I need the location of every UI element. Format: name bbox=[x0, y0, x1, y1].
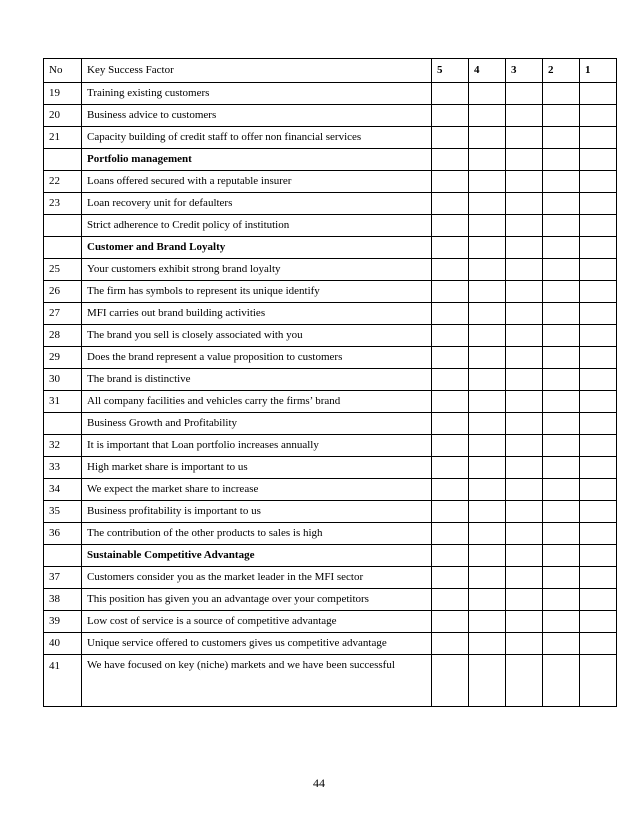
rating-cell bbox=[543, 215, 580, 237]
rating-cell bbox=[469, 171, 506, 193]
table-row bbox=[44, 281, 617, 303]
rating-cell bbox=[506, 149, 543, 171]
factor-text: We expect the market share to increase bbox=[82, 479, 432, 501]
rating-cell bbox=[506, 567, 543, 589]
rating-cell bbox=[432, 259, 469, 281]
rating-cell bbox=[469, 435, 506, 457]
rating-cell bbox=[543, 259, 580, 281]
row-number: 25 bbox=[44, 259, 82, 281]
rating-cell bbox=[580, 325, 617, 347]
table-row bbox=[44, 567, 617, 589]
table-row bbox=[44, 655, 617, 707]
factor-text: Your customers exhibit strong brand loyalty bbox=[82, 259, 432, 281]
factor-text: Loan recovery unit for defaulters bbox=[82, 193, 432, 215]
rating-cell bbox=[543, 435, 580, 457]
rating-cell bbox=[580, 457, 617, 479]
factor-text: It is important that Loan portfolio increases annually bbox=[82, 435, 432, 457]
factor-text: We have focused on key (niche) markets and we have been successful bbox=[82, 655, 432, 707]
rating-cell bbox=[506, 523, 543, 545]
factor-text: The firm has symbols to represent its unique identify bbox=[82, 281, 432, 303]
rating-cell bbox=[432, 281, 469, 303]
rating-cell bbox=[580, 523, 617, 545]
section-header-row bbox=[44, 545, 617, 567]
header-key-success-factor: Key Success Factor bbox=[82, 59, 432, 83]
factor-text: Training existing customers bbox=[82, 83, 432, 105]
row-number: 30 bbox=[44, 369, 82, 391]
rating-cell bbox=[432, 413, 469, 435]
factor-text: The contribution of the other products to sales is high bbox=[82, 523, 432, 545]
row-number bbox=[44, 545, 82, 567]
header-score-5: 5 bbox=[432, 59, 469, 83]
rating-cell bbox=[506, 193, 543, 215]
rating-cell bbox=[543, 523, 580, 545]
header-no: No bbox=[44, 59, 82, 83]
rating-cell bbox=[469, 83, 506, 105]
rating-cell bbox=[432, 303, 469, 325]
rating-cell bbox=[543, 325, 580, 347]
rating-cell bbox=[543, 193, 580, 215]
rating-cell bbox=[432, 479, 469, 501]
rating-cell bbox=[506, 171, 543, 193]
header-score-4: 4 bbox=[469, 59, 506, 83]
factor-text: Business profitability is important to us bbox=[82, 501, 432, 523]
section-header-row bbox=[44, 413, 617, 435]
row-number bbox=[44, 413, 82, 435]
rating-cell bbox=[543, 149, 580, 171]
rating-cell bbox=[469, 457, 506, 479]
rating-cell bbox=[506, 83, 543, 105]
rating-cell bbox=[432, 545, 469, 567]
rating-cell bbox=[580, 259, 617, 281]
factor-text: The brand you sell is closely associated with you bbox=[82, 325, 432, 347]
rating-cell bbox=[469, 633, 506, 655]
rating-cell bbox=[506, 413, 543, 435]
rating-cell bbox=[580, 303, 617, 325]
factor-text: Customers consider you as the market leader in the MFI sector bbox=[82, 567, 432, 589]
row-number: 29 bbox=[44, 347, 82, 369]
rating-cell bbox=[469, 325, 506, 347]
rating-cell bbox=[432, 523, 469, 545]
rating-cell bbox=[469, 259, 506, 281]
section-header-row bbox=[44, 149, 617, 171]
rating-cell bbox=[469, 391, 506, 413]
factor-text: Strict adherence to Credit policy of institution bbox=[82, 215, 432, 237]
table-row bbox=[44, 83, 617, 105]
rating-cell bbox=[469, 215, 506, 237]
rating-cell bbox=[469, 369, 506, 391]
factor-text: Capacity building of credit staff to offer non financial services bbox=[82, 127, 432, 149]
row-number: 28 bbox=[44, 325, 82, 347]
rating-cell bbox=[432, 457, 469, 479]
table-row bbox=[44, 611, 617, 633]
rating-cell bbox=[543, 567, 580, 589]
section-title: Portfolio management bbox=[82, 149, 432, 171]
rating-cell bbox=[543, 457, 580, 479]
row-number: 20 bbox=[44, 105, 82, 127]
rating-cell bbox=[543, 479, 580, 501]
rating-cell bbox=[580, 215, 617, 237]
rating-cell bbox=[506, 303, 543, 325]
rating-cell bbox=[469, 523, 506, 545]
factor-text: MFI carries out brand building activities bbox=[82, 303, 432, 325]
rating-cell bbox=[432, 501, 469, 523]
rating-cell bbox=[506, 281, 543, 303]
rating-cell bbox=[469, 281, 506, 303]
rating-cell bbox=[543, 413, 580, 435]
rating-cell bbox=[580, 347, 617, 369]
rating-cell bbox=[469, 545, 506, 567]
row-number: 40 bbox=[44, 633, 82, 655]
factor-text: All company facilities and vehicles carry the firms’ brand bbox=[82, 391, 432, 413]
rating-cell bbox=[432, 611, 469, 633]
row-number: 21 bbox=[44, 127, 82, 149]
rating-cell bbox=[543, 171, 580, 193]
rating-cell bbox=[469, 105, 506, 127]
section-title: Sustainable Competitive Advantage bbox=[82, 545, 432, 567]
table-row bbox=[44, 435, 617, 457]
rating-cell bbox=[432, 633, 469, 655]
rating-cell bbox=[432, 171, 469, 193]
rating-cell bbox=[432, 369, 469, 391]
rating-cell bbox=[469, 611, 506, 633]
rating-cell bbox=[580, 611, 617, 633]
section-header-row bbox=[44, 237, 617, 259]
table-row bbox=[44, 347, 617, 369]
rating-cell bbox=[506, 611, 543, 633]
table-row bbox=[44, 501, 617, 523]
table-row bbox=[44, 479, 617, 501]
rating-cell bbox=[432, 567, 469, 589]
row-number bbox=[44, 215, 82, 237]
rating-cell bbox=[543, 545, 580, 567]
row-number: 19 bbox=[44, 83, 82, 105]
rating-cell bbox=[543, 127, 580, 149]
rating-cell bbox=[543, 501, 580, 523]
table-row bbox=[44, 457, 617, 479]
factor-text: Unique service offered to customers gives us competitive advantage bbox=[82, 633, 432, 655]
rating-cell bbox=[432, 655, 469, 707]
rating-cell bbox=[580, 391, 617, 413]
table-row bbox=[44, 215, 617, 237]
rating-cell bbox=[580, 479, 617, 501]
rating-cell bbox=[506, 259, 543, 281]
table-row bbox=[44, 523, 617, 545]
section-title: Customer and Brand Loyalty bbox=[82, 237, 432, 259]
rating-cell bbox=[580, 193, 617, 215]
rating-cell bbox=[469, 501, 506, 523]
rating-cell bbox=[469, 589, 506, 611]
section-title: Business Growth and Profitability bbox=[82, 413, 432, 435]
rating-cell bbox=[580, 567, 617, 589]
rating-cell bbox=[432, 435, 469, 457]
rating-cell bbox=[543, 83, 580, 105]
rating-cell bbox=[543, 611, 580, 633]
row-number: 32 bbox=[44, 435, 82, 457]
row-number: 33 bbox=[44, 457, 82, 479]
rating-cell bbox=[580, 413, 617, 435]
rating-cell bbox=[506, 237, 543, 259]
rating-cell bbox=[469, 655, 506, 707]
rating-cell bbox=[506, 127, 543, 149]
rating-cell bbox=[580, 501, 617, 523]
rating-cell bbox=[580, 149, 617, 171]
rating-cell bbox=[432, 347, 469, 369]
rating-cell bbox=[469, 303, 506, 325]
table-row bbox=[44, 369, 617, 391]
rating-cell bbox=[506, 589, 543, 611]
rating-cell bbox=[580, 105, 617, 127]
factor-text: Loans offered secured with a reputable insurer bbox=[82, 171, 432, 193]
table-row bbox=[44, 303, 617, 325]
factor-text: Business advice to customers bbox=[82, 105, 432, 127]
header-score-3: 3 bbox=[506, 59, 543, 83]
rating-cell bbox=[506, 457, 543, 479]
rating-cell bbox=[432, 127, 469, 149]
table-row bbox=[44, 325, 617, 347]
rating-cell bbox=[580, 655, 617, 707]
rating-cell bbox=[580, 589, 617, 611]
rating-cell bbox=[580, 237, 617, 259]
factor-text: The brand is distinctive bbox=[82, 369, 432, 391]
row-number: 39 bbox=[44, 611, 82, 633]
rating-cell bbox=[543, 369, 580, 391]
rating-cell bbox=[506, 325, 543, 347]
row-number: 36 bbox=[44, 523, 82, 545]
rating-cell bbox=[543, 655, 580, 707]
rating-cell bbox=[580, 545, 617, 567]
row-number: 34 bbox=[44, 479, 82, 501]
rating-cell bbox=[580, 127, 617, 149]
rating-cell bbox=[543, 281, 580, 303]
row-number: 23 bbox=[44, 193, 82, 215]
factor-text: This position has given you an advantage over your competitors bbox=[82, 589, 432, 611]
rating-cell bbox=[543, 633, 580, 655]
rating-cell bbox=[543, 347, 580, 369]
factor-text: Does the brand represent a value proposition to customers bbox=[82, 347, 432, 369]
rating-cell bbox=[543, 589, 580, 611]
rating-cell bbox=[506, 105, 543, 127]
rating-cell bbox=[432, 215, 469, 237]
rating-cell bbox=[469, 413, 506, 435]
rating-cell bbox=[432, 83, 469, 105]
rating-cell bbox=[506, 435, 543, 457]
header-score-1: 1 bbox=[580, 59, 617, 83]
rating-cell bbox=[580, 83, 617, 105]
rating-cell bbox=[580, 369, 617, 391]
row-number: 31 bbox=[44, 391, 82, 413]
rating-cell bbox=[469, 347, 506, 369]
table-row bbox=[44, 259, 617, 281]
rating-cell bbox=[506, 347, 543, 369]
rating-cell bbox=[469, 237, 506, 259]
row-number: 27 bbox=[44, 303, 82, 325]
row-number bbox=[44, 237, 82, 259]
key-success-factor-table bbox=[43, 58, 617, 707]
rating-cell bbox=[580, 633, 617, 655]
rating-cell bbox=[432, 149, 469, 171]
table-row bbox=[44, 589, 617, 611]
rating-cell bbox=[580, 435, 617, 457]
rating-cell bbox=[543, 391, 580, 413]
table-row bbox=[44, 633, 617, 655]
rating-cell bbox=[580, 281, 617, 303]
rating-cell bbox=[469, 149, 506, 171]
rating-cell bbox=[543, 105, 580, 127]
row-number: 35 bbox=[44, 501, 82, 523]
rating-cell bbox=[506, 369, 543, 391]
row-number: 38 bbox=[44, 589, 82, 611]
rating-cell bbox=[432, 589, 469, 611]
row-number: 26 bbox=[44, 281, 82, 303]
rating-cell bbox=[432, 391, 469, 413]
rating-cell bbox=[506, 655, 543, 707]
rating-cell bbox=[469, 127, 506, 149]
page-number: 44 bbox=[313, 776, 325, 790]
rating-cell bbox=[432, 325, 469, 347]
rating-cell bbox=[469, 479, 506, 501]
rating-cell bbox=[580, 171, 617, 193]
rating-cell bbox=[543, 303, 580, 325]
row-number: 41 bbox=[44, 655, 82, 707]
rating-cell bbox=[432, 237, 469, 259]
rating-cell bbox=[506, 215, 543, 237]
rating-cell bbox=[469, 567, 506, 589]
rating-cell bbox=[543, 237, 580, 259]
rating-cell bbox=[506, 479, 543, 501]
factor-text: Low cost of service is a source of competitive advantage bbox=[82, 611, 432, 633]
rating-cell bbox=[506, 391, 543, 413]
rating-cell bbox=[432, 193, 469, 215]
row-number: 22 bbox=[44, 171, 82, 193]
table-row bbox=[44, 105, 617, 127]
table-row bbox=[44, 127, 617, 149]
table-header-row bbox=[44, 59, 617, 83]
table-row bbox=[44, 391, 617, 413]
table-row bbox=[44, 171, 617, 193]
row-number bbox=[44, 149, 82, 171]
row-number: 37 bbox=[44, 567, 82, 589]
header-score-2: 2 bbox=[543, 59, 580, 83]
rating-cell bbox=[506, 633, 543, 655]
rating-cell bbox=[432, 105, 469, 127]
factor-text: High market share is important to us bbox=[82, 457, 432, 479]
rating-cell bbox=[506, 545, 543, 567]
rating-cell bbox=[506, 501, 543, 523]
table-row bbox=[44, 193, 617, 215]
rating-cell bbox=[469, 193, 506, 215]
